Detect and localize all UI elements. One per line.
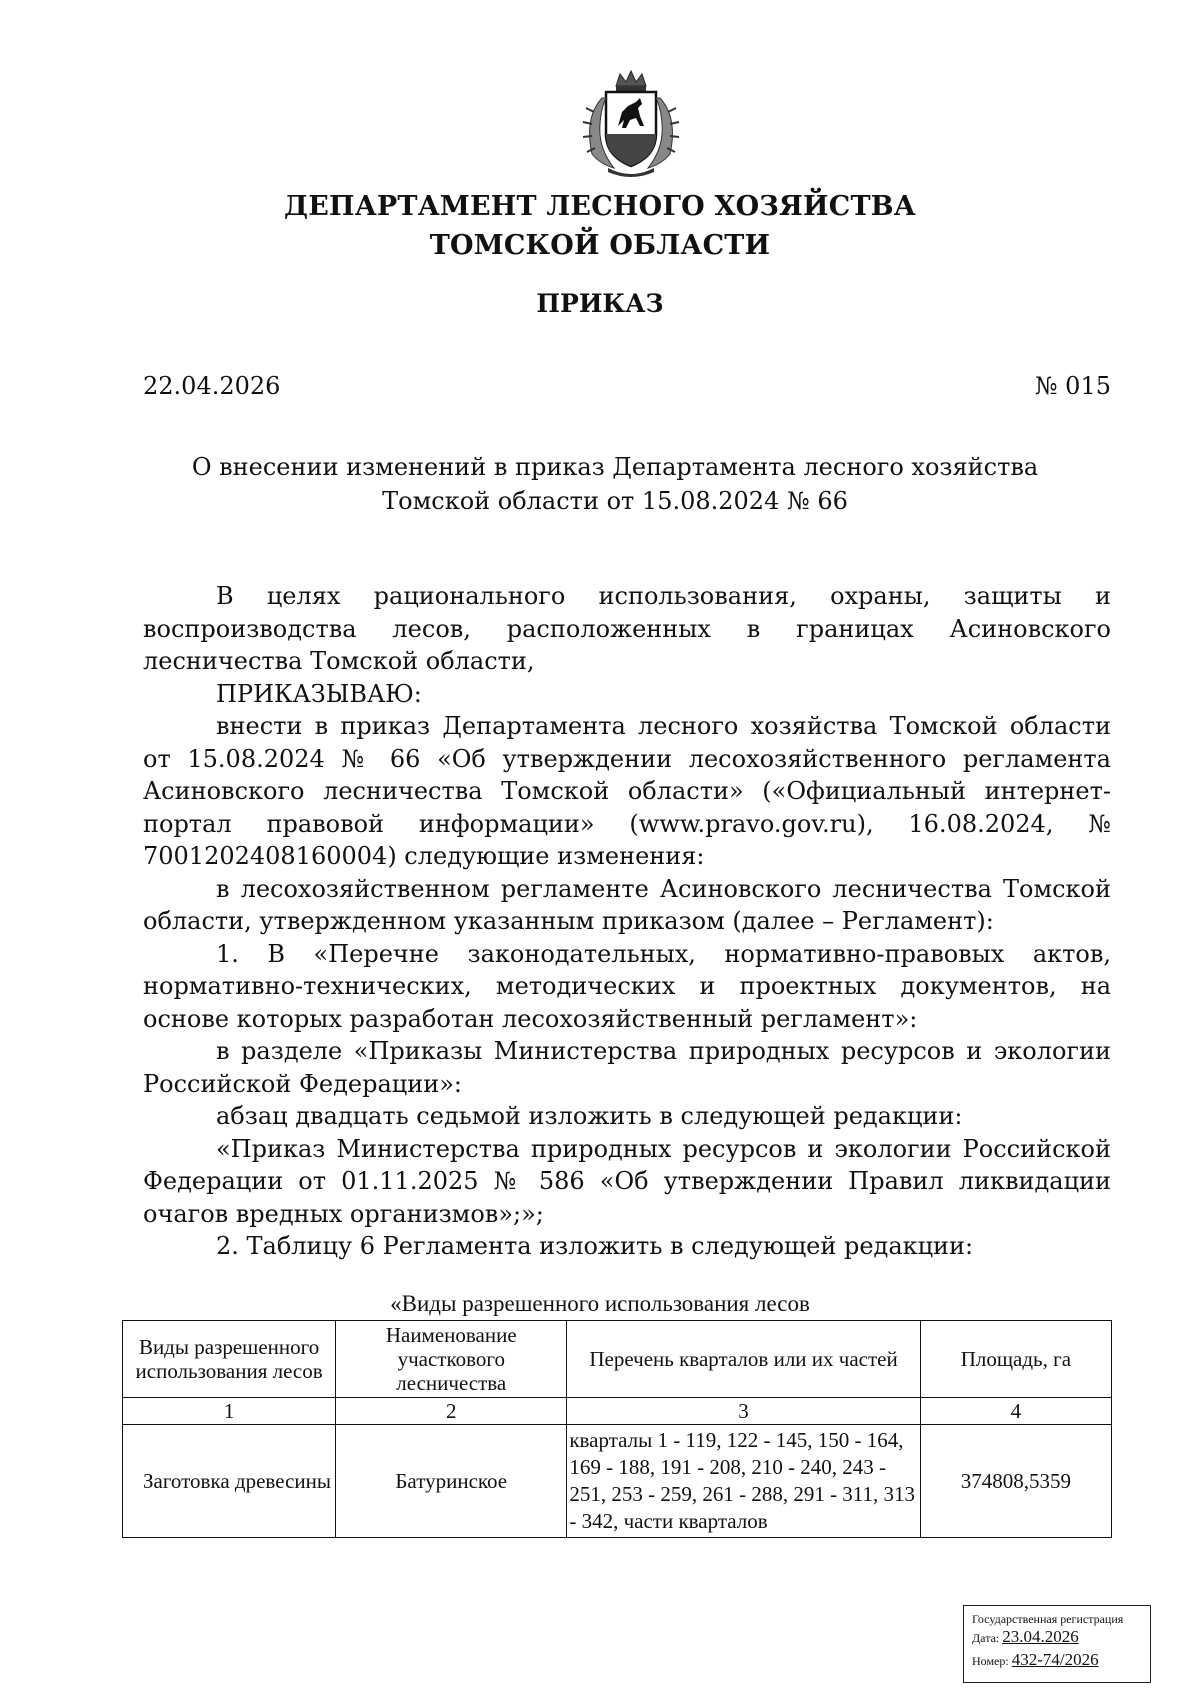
paragraph: 1. В «Перечне законодательных, нормативно-правовых актов, нормативно-технических, методических и проектных документов, на основе которых разработан лесохозяйственный регламент»: xyxy=(143,939,1111,1033)
table-cell-forestry: Батуринское xyxy=(336,1425,567,1538)
paragraph: в разделе «Приказы Министерства природных ресурсов и экологии Российской Федерации»: xyxy=(143,1037,1111,1098)
table-header-cell: Площадь, га xyxy=(920,1321,1111,1398)
registration-number-value: 432-74/2026 xyxy=(1011,1650,1099,1669)
table-header-cell: Перечень кварталов или их частей xyxy=(567,1321,920,1398)
table-column-number-row xyxy=(123,1398,1112,1425)
paragraph-order-word: ПРИКАЗЫВАЮ: xyxy=(216,679,422,708)
table-column-number: 4 xyxy=(920,1398,1111,1425)
order-body xyxy=(143,580,1111,1263)
table-cell-quarters: кварталы 1 - 119, 122 - 145, 150 - 164, 169 - 188, 191 - 208, 210 - 240, 243 - 251, 253 - 259, 261 - 288, 291 - 311, 313 - 342, части кварталов xyxy=(567,1425,920,1538)
registration-date-line xyxy=(972,1626,1142,1649)
registration-title: Государственная регистрация xyxy=(972,1612,1124,1626)
forest-use-table xyxy=(122,1320,1112,1538)
tomsk-coat-of-arms-emblem xyxy=(570,68,692,180)
order-date: 22.04.2026 xyxy=(143,372,281,400)
org-name-line2: ТОМСКОЙ ОБЛАСТИ xyxy=(429,230,771,261)
order-subject: О внесении изменений в приказ Департамента лесного хозяйства Томской области от 15.08.2024 № 66 xyxy=(191,453,1039,515)
org-name-line1: ДЕПАРТАМЕНТ ЛЕСНОГО ХОЗЯЙСТВА xyxy=(284,191,916,222)
table-header-row xyxy=(123,1321,1112,1398)
table-column-number: 1 xyxy=(123,1398,336,1425)
table-caption: «Виды разрешенного использования лесов xyxy=(390,1291,810,1316)
paragraph: в лесохозяйственном регламенте Асиновского лесничества Томской области, утвержденном указанным приказом (далее – Регламент): xyxy=(143,874,1111,935)
table-cell-area: 374808,5359 xyxy=(920,1425,1111,1538)
registration-date-value: 23.04.2026 xyxy=(1002,1627,1079,1646)
paragraph: абзац двадцать седьмой изложить в следующей редакции: xyxy=(216,1102,963,1130)
registration-number-label: Номер: xyxy=(972,1654,1009,1668)
registration-number-line xyxy=(972,1649,1142,1672)
document-type-title: ПРИКАЗ xyxy=(536,289,664,318)
table-row xyxy=(123,1425,1112,1538)
paragraph: 2. Таблицу 6 Регламента изложить в следующей редакции: xyxy=(216,1232,974,1260)
order-number: № 015 xyxy=(1034,372,1111,400)
table-column-number: 2 xyxy=(336,1398,567,1425)
table-header-cell: Виды разрешенного использования лесов xyxy=(123,1321,336,1398)
paragraph: внести в приказ Департамента лесного хозяйства Томской области от 15.08.2024 № 66 «Об утверждении лесохозяйственного регламента Асиновского лесничества Томской области» («Официальный интернет-портал правовой информации» (www.pravo.gov.ru), 16.08.2024, № 7001202408160004) следующие изменения: xyxy=(143,712,1111,870)
paragraph: В целях рационального использования, охраны, защиты и воспроизводства лесов, расположенных в границах Асиновского лесничества Томской области, xyxy=(143,582,1111,675)
table-header-cell: Наименование участкового лесничества xyxy=(336,1321,567,1398)
paragraph: «Приказ Министерства природных ресурсов и экологии Российской Федерации от 01.11.2025 № 586 «Об утверждении Правил ликвидации очагов вредных организмов»;»; xyxy=(143,1134,1111,1228)
registration-date-label: Дата: xyxy=(972,1631,1000,1645)
registration-stamp xyxy=(963,1605,1151,1683)
table-cell-use-type: Заготовка древесины xyxy=(123,1425,336,1538)
table-column-number: 3 xyxy=(567,1398,920,1425)
